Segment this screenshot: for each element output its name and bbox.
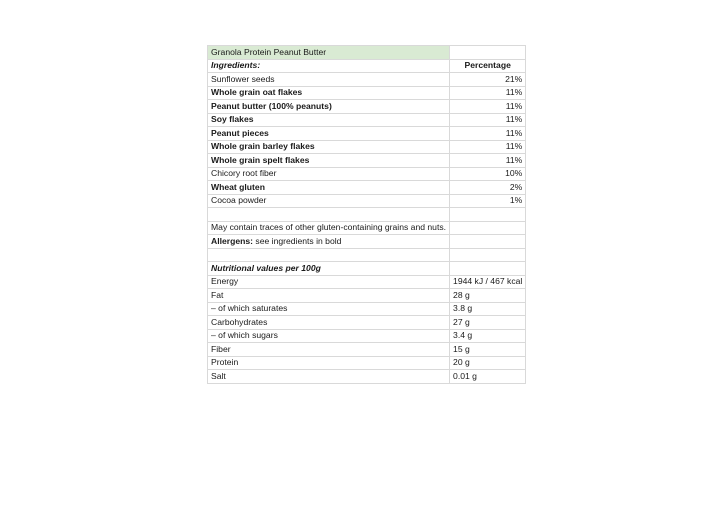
nutrition-row xyxy=(208,275,526,289)
ingredient-row xyxy=(208,100,526,114)
nutrient-name-cell[interactable]: Fiber xyxy=(208,343,450,357)
ingredient-row xyxy=(208,140,526,154)
ingredient-percentage-cell[interactable]: 11% xyxy=(450,100,526,114)
nutrition-row xyxy=(208,302,526,316)
nutrition-row xyxy=(208,356,526,370)
ingredient-name-cell[interactable]: Peanut butter (100% peanuts) xyxy=(208,100,450,114)
ingredient-row xyxy=(208,167,526,181)
spreadsheet-table xyxy=(207,45,526,384)
nutrition-header-cell[interactable]: Nutritional values per 100g xyxy=(208,262,450,276)
nutrient-name-cell[interactable]: Fat xyxy=(208,289,450,303)
ingredient-name-cell[interactable]: Whole grain oat flakes xyxy=(208,86,450,100)
nutrient-name-cell[interactable]: – of which saturates xyxy=(208,302,450,316)
nutrition-row xyxy=(208,289,526,303)
ingredient-percentage-cell[interactable]: 11% xyxy=(450,140,526,154)
nutrient-value-cell[interactable]: 3.4 g xyxy=(450,329,526,343)
ingredient-row xyxy=(208,73,526,87)
traces-note-row xyxy=(208,221,526,235)
ingredient-row xyxy=(208,86,526,100)
ingredients-header-cell[interactable]: Ingredients: xyxy=(208,59,450,73)
ingredient-name-cell[interactable]: Wheat gluten xyxy=(208,181,450,195)
empty-cell[interactable] xyxy=(450,221,526,235)
empty-cell[interactable] xyxy=(450,235,526,249)
nutrient-value-cell[interactable]: 1944 kJ / 467 kcal xyxy=(450,275,526,289)
nutrient-value-cell[interactable]: 3.8 g xyxy=(450,302,526,316)
ingredient-row xyxy=(208,194,526,208)
empty-cell[interactable] xyxy=(450,46,526,60)
nutrient-name-cell[interactable]: Carbohydrates xyxy=(208,316,450,330)
ingredient-name-cell[interactable]: Chicory root fiber xyxy=(208,167,450,181)
nutrient-value-cell[interactable]: 20 g xyxy=(450,356,526,370)
ingredient-name-cell[interactable]: Sunflower seeds xyxy=(208,73,450,87)
nutrient-value-cell[interactable]: 15 g xyxy=(450,343,526,357)
nutrition-row xyxy=(208,316,526,330)
ingredient-percentage-cell[interactable]: 11% xyxy=(450,113,526,127)
ingredient-percentage-cell[interactable]: 2% xyxy=(450,181,526,195)
ingredient-row xyxy=(208,113,526,127)
empty-cell[interactable] xyxy=(450,248,526,262)
allergens-label: Allergens: xyxy=(211,235,254,246)
nutrient-name-cell[interactable]: – of which sugars xyxy=(208,329,450,343)
ingredient-percentage-cell[interactable]: 11% xyxy=(450,86,526,100)
ingredient-name-cell[interactable]: Soy flakes xyxy=(208,113,450,127)
nutrition-row xyxy=(208,343,526,357)
ingredients-header-row xyxy=(208,59,526,73)
empty-cell[interactable] xyxy=(208,248,450,262)
empty-row xyxy=(208,208,526,222)
ingredient-percentage-cell[interactable]: 1% xyxy=(450,194,526,208)
product-title-cell[interactable]: Granola Protein Peanut Butter xyxy=(208,46,450,60)
ingredient-name-cell[interactable]: Whole grain barley flakes xyxy=(208,140,450,154)
allergens-text: see ingredients in bold xyxy=(253,235,342,246)
ingredient-name-cell[interactable]: Cocoa powder xyxy=(208,194,450,208)
traces-note-cell[interactable]: May contain traces of other gluten-containing grains and nuts. xyxy=(208,221,450,235)
nutrition-row xyxy=(208,370,526,384)
ingredient-percentage-cell[interactable]: 11% xyxy=(450,154,526,168)
nutrient-value-cell[interactable]: 27 g xyxy=(450,316,526,330)
ingredient-percentage-cell[interactable]: 10% xyxy=(450,167,526,181)
nutrient-value-cell[interactable]: 28 g xyxy=(450,289,526,303)
nutrition-row xyxy=(208,329,526,343)
allergens-cell[interactable] xyxy=(208,235,450,249)
empty-cell[interactable] xyxy=(450,208,526,222)
empty-row xyxy=(208,248,526,262)
ingredient-row xyxy=(208,181,526,195)
ingredient-name-cell[interactable]: Whole grain spelt flakes xyxy=(208,154,450,168)
nutrition-header-row xyxy=(208,262,526,276)
ingredient-percentage-cell[interactable]: 11% xyxy=(450,127,526,141)
empty-cell[interactable] xyxy=(208,208,450,222)
ingredient-percentage-cell[interactable]: 21% xyxy=(450,73,526,87)
ingredient-row xyxy=(208,127,526,141)
allergens-row xyxy=(208,235,526,249)
ingredient-row xyxy=(208,154,526,168)
nutrient-value-cell[interactable]: 0.01 g xyxy=(450,370,526,384)
ingredient-name-cell[interactable]: Peanut pieces xyxy=(208,127,450,141)
nutrient-name-cell[interactable]: Energy xyxy=(208,275,450,289)
empty-cell[interactable] xyxy=(450,262,526,276)
title-row xyxy=(208,46,526,60)
nutrient-name-cell[interactable]: Salt xyxy=(208,370,450,384)
percentage-header-cell[interactable]: Percentage xyxy=(450,59,526,73)
nutrient-name-cell[interactable]: Protein xyxy=(208,356,450,370)
